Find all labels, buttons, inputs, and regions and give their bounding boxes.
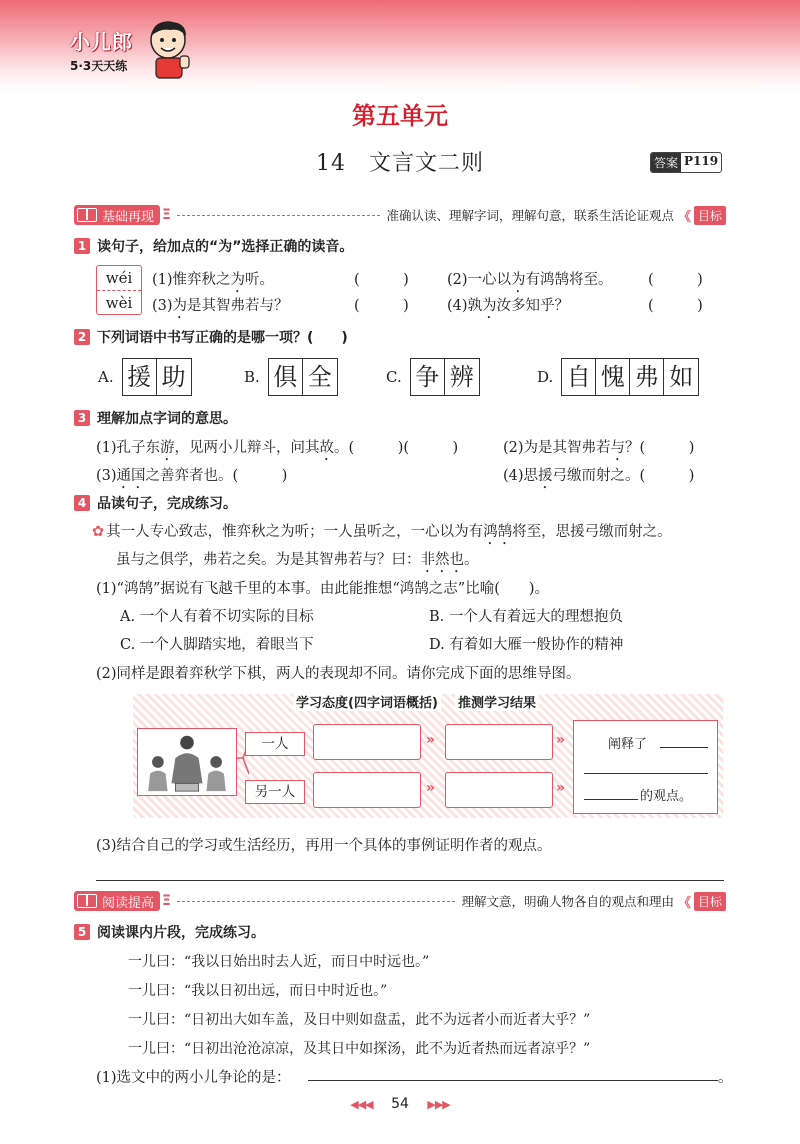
answer-line[interactable] (96, 880, 724, 881)
answer-page: P119 (684, 154, 719, 168)
mm-person-1: 一人 (245, 732, 305, 756)
answer-blank[interactable] (584, 773, 708, 774)
book-icon (77, 894, 97, 908)
answer-reference (650, 152, 722, 173)
q1-answer-blank[interactable]: ( ) (354, 298, 409, 314)
section-bar-basics (74, 204, 726, 226)
char-cell: 弗 (630, 359, 664, 395)
section-tag (74, 205, 160, 225)
option-a[interactable]: A. 援 助 (98, 358, 192, 396)
q1-item-3: (3)为是其智弗若与？ (152, 298, 289, 314)
question-5-heading (74, 922, 265, 942)
brand-logo (70, 26, 133, 74)
q4-subquestion-1: (1)“鸿鹄”据说有飞越千里的本事。由此能推想“鸿鹄之志”比喻( )。 (96, 581, 550, 597)
mm-result-box-1[interactable] (445, 724, 553, 760)
char-cell: 全 (307, 363, 332, 391)
dashed-divider (177, 215, 381, 216)
question-title: 阅读课内片段，完成练习。 (97, 925, 265, 941)
char-cell: 自 (562, 359, 596, 395)
q3-item-4: (4)思援弓缴而射之。( ) (503, 468, 695, 484)
q3-item-3: (3)通国之善弈者也。( ) (96, 468, 288, 484)
choice-a[interactable]: A. 一个人有着不切实际的目标 (120, 609, 314, 625)
section-tag-label: 阅读提高 (102, 895, 155, 911)
q3-item-2: (2)为是其智弗若与？( ) (503, 440, 695, 456)
double-chevron-right-icon: » (556, 780, 566, 796)
question-1-heading (74, 236, 353, 256)
page-footer (0, 1096, 800, 1112)
sentence-period: 。 (718, 1070, 733, 1086)
question-title: 品读句子，完成练习。 (97, 496, 237, 512)
section-tag (74, 891, 160, 911)
pinyin-option: wèi (97, 290, 141, 314)
goal-tag: 目标 (694, 892, 726, 911)
mascot-boy-icon (146, 18, 194, 80)
mm-person-2: 另一人 (245, 780, 305, 804)
question-title: 下列词语中书写正确的是哪一项？( ) (97, 330, 348, 346)
question-number: 1 (74, 238, 90, 254)
lesson-title: 14 文言文二则 (316, 151, 484, 176)
next-arrows-icon: ▶▶▶ (427, 1098, 450, 1111)
char-cell: 俱 (269, 359, 303, 395)
question-3-heading (74, 408, 237, 428)
mm-conclusion-suffix: 的观点。 (640, 789, 693, 804)
comb-icon: Ξ (162, 893, 171, 909)
mm-attitude-box-2[interactable] (313, 772, 421, 808)
question-number: 3 (74, 410, 90, 426)
question-number: 4 (74, 495, 90, 511)
char-cell: 争 (411, 359, 445, 395)
book-icon (77, 208, 97, 222)
mm-conclusion-box[interactable] (573, 720, 718, 814)
section-goal: 理解文意，明确人物各自的观点和理由 (461, 894, 674, 909)
char-cell: 助 (161, 363, 186, 391)
dialog-line: 一儿曰：“日初出大如车盖，及日中则如盘盂，此不为远者小而近者大乎？” (128, 1012, 591, 1028)
mm-header-result: 推测学习结果 (455, 692, 539, 711)
dashed-divider (177, 901, 456, 902)
char-cell: 愧 (596, 359, 630, 395)
section-goal: 准确认读、理解字词，理解句意，联系生活论证观点 (386, 208, 674, 223)
q4-subquestion-3: (3)结合自己的学习或生活经历，再用一个具体的事例证明作者的观点。 (96, 838, 552, 854)
q1-answer-blank[interactable]: ( ) (648, 272, 703, 288)
comb-icon: Ξ (162, 207, 171, 223)
double-chevron-left-icon: 《 (677, 209, 691, 225)
pinyin-option: wéi (105, 269, 133, 287)
char-cell: 如 (669, 363, 694, 391)
double-chevron-left-icon: 《 (677, 895, 691, 911)
choice-d[interactable]: D. 有着如大雁一般协作的精神 (429, 637, 624, 653)
flower-icon: ✿ (92, 524, 105, 540)
q1-item-4: (4)孰为汝多知乎？ (447, 298, 570, 314)
question-2-heading (74, 327, 348, 347)
goal-tag: 目标 (694, 206, 726, 225)
logo-title: 小儿郎 (70, 30, 133, 54)
logo-subtitle: 5·3天天练 (70, 59, 128, 73)
dialog-line: 一儿曰：“我以日始出时去人近，而日中时远也。” (128, 954, 430, 970)
mm-attitude-box-1[interactable] (313, 724, 421, 760)
question-title: 理解加点字词的意思。 (97, 411, 237, 427)
q1-item-1: (1)惟弈秋之为听。 (152, 272, 275, 288)
mm-conclusion-prefix: 阐释了 (608, 737, 648, 752)
q1-item-2: (2)一心以为有鸿鹄将至。 (447, 272, 613, 288)
dialog-line: 一儿曰：“日初出沧沧凉凉，及其日中如探汤，此不为近者热而远者凉乎？” (128, 1041, 591, 1057)
question-4-heading (74, 493, 237, 513)
choice-b[interactable]: B. 一个人有着远大的理想抱负 (429, 609, 623, 625)
dialog-line: 一儿曰：“我以日初出远，而日中时近也。” (128, 983, 388, 999)
mind-map (133, 694, 723, 818)
double-chevron-right-icon: » (556, 732, 566, 748)
char-cell: 辨 (449, 363, 474, 391)
option-b[interactable]: B. 俱 全 (244, 358, 338, 396)
char-cell: 援 (123, 359, 157, 395)
answer-blank[interactable] (584, 799, 638, 800)
section-bar-reading (74, 890, 726, 912)
answer-label: 答案 (651, 153, 681, 172)
q5-subquestion-1: (1)选文中的两小儿争论的是： (96, 1070, 291, 1086)
mm-header-attitude: 学习态度(四字词语概括) (293, 692, 441, 711)
page-number: 54 (391, 1096, 409, 1112)
go-players-illustration (137, 728, 237, 796)
unit-title: 第五单元 (352, 102, 448, 130)
q1-answer-blank[interactable]: ( ) (354, 272, 409, 288)
passage-line-2: 虽与之俱学，弗若之矣。为是其智弗若与？曰：非然也。 (116, 552, 479, 568)
prev-arrows-icon: ◀◀◀ (350, 1098, 373, 1111)
question-number: 5 (74, 924, 90, 940)
double-chevron-right-icon: » (426, 732, 436, 748)
question-title: 读句子，给加点的“为”选择正确的读音。 (97, 239, 354, 255)
section-tag-label: 基础再现 (102, 209, 155, 225)
option-c[interactable]: C. 争 辨 (386, 358, 480, 396)
choice-c[interactable]: C. 一个人脚踏实地，着眼当下 (120, 637, 314, 653)
q1-answer-blank[interactable]: ( ) (648, 298, 703, 314)
answer-blank[interactable] (660, 747, 708, 748)
answer-line[interactable] (308, 1080, 718, 1081)
double-chevron-right-icon: » (426, 780, 436, 796)
pinyin-options (96, 265, 142, 315)
mm-result-box-2[interactable] (445, 772, 553, 808)
passage-line-1: ✿ 其一人专心致志，惟弈秋之为听；一人虽听之，一心以为有鸿鹄将至，思援弓缴而射之。 (92, 524, 672, 540)
question-number: 2 (74, 329, 90, 345)
q4-subquestion-2: (2)同样是跟着弈秋学下棋，两人的表现却不同。请你完成下面的思维导图。 (96, 666, 581, 682)
q3-item-1: (1)孔子东游，见两小儿辩斗，问其故。( )( ) (96, 440, 459, 456)
option-d[interactable]: D. 自 愧 弗 如 (537, 358, 699, 396)
